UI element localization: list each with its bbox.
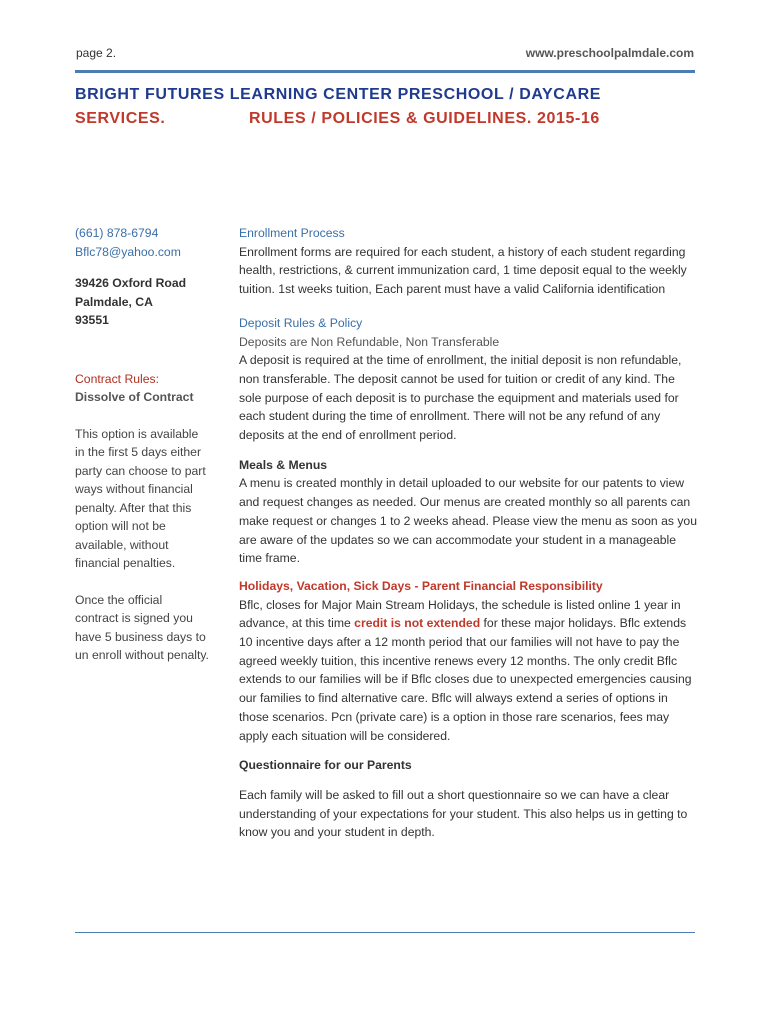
contract-rules-block <box>75 370 227 407</box>
document-title-line2 <box>75 110 600 128</box>
questionnaire-body: Each family will be asked to fill out a short questionnaire so we can have a clear understanding of your expectations for your student. This also helps us in getting to know you and your student in depth. <box>239 787 688 840</box>
holidays-section <box>239 577 699 745</box>
credit-not-extended-highlight: credit is not extended <box>354 616 481 631</box>
email-link[interactable]: Bflc78@yahoo.com <box>75 244 181 259</box>
deposit-subheading: Deposits are Non Refundable, Non Transferable <box>239 334 500 349</box>
holidays-body-text: Bflc, closes for Major Main Stream Holidays, the schedule is listed online 1 year in advance, at this time <box>239 597 681 631</box>
paragraph-line: option will not be <box>75 519 166 533</box>
holidays-heading: Holidays, Vacation, Sick Days - Parent Financial Responsibility <box>239 578 603 593</box>
address-zip: 93551 <box>75 313 109 327</box>
phone-number[interactable]: (661) 878-6794 <box>75 226 159 240</box>
holidays-body <box>239 596 699 746</box>
paragraph-line: ways without financial <box>75 482 193 496</box>
paragraph-line: financial penalties. <box>75 556 176 570</box>
questionnaire-heading: Questionnaire for our Parents <box>239 758 412 773</box>
enrollment-body: Enrollment forms are required for each student, a history of each student regarding health, restrictions, & current immunization card, 1 time deposit equal to the weekly tuition. 1st weeks tuition, Each parent must have a valid California identification <box>239 244 687 297</box>
paragraph-line: un enroll without penalty. <box>75 648 209 662</box>
title-rules-policies: RULES / POLICIES & GUIDELINES. 2015-16 <box>249 110 600 127</box>
contract-option-paragraph <box>75 425 227 573</box>
page-number: page 2. <box>76 46 117 60</box>
paragraph-line: contract is signed you <box>75 611 193 625</box>
address-street: 39426 Oxford Road <box>75 276 187 290</box>
footer-divider <box>75 932 695 933</box>
meals-body: A menu is created monthly in detail uploaded to our website for our patents to view and request changes as needed. Our menus are created monthly so all parents can make request or changes 1 to 2 weeks ahead. Please view the menu as soon as you are aware of the updates so we can accommodate your student in a manageable time frame. <box>239 476 697 566</box>
enrollment-section <box>239 224 699 299</box>
website-link[interactable]: www.preschoolpalmdale.com <box>525 46 694 60</box>
title-services: SERVICES. <box>75 110 166 127</box>
deposit-body: A deposit is required at the time of enrollment, the initial deposit is non refundable, non transferable. The deposit cannot be used for tuition or credit of any kind. The sole purpose of each deposit is to purchase the equipment and materials used for each student during the time of enrollment. There will not be any refund of any deposits at the end of enrollment period. <box>239 353 682 443</box>
address-block <box>75 274 227 330</box>
contract-rules-label: Contract Rules: <box>75 371 159 386</box>
deposit-section <box>239 314 699 445</box>
holidays-body-text: for these major holidays. Bflc extends 10 incentive days after a 12 month period that our families will not have to pay the agreed weekly tuition, this incentive renews every 12 months. The only credit Bflc extends to our families will be if Bflc closes due to unexpected emergencies causing our families to find alternative care. Bflc will always extend a series of options in those scenarios. Pcn (private care) is a option in those rare scenarios, fees may apply each situation will be considered. <box>239 616 692 743</box>
paragraph-line: This option is available <box>75 426 199 441</box>
paragraph-line: in the first 5 days either <box>75 445 201 459</box>
address-city: Palmdale, CA <box>75 294 153 309</box>
paragraph-line: penalty. After that this <box>75 500 192 515</box>
paragraph-line: available, without <box>75 537 169 552</box>
meals-section <box>239 456 699 568</box>
document-title-line1: BRIGHT FUTURES LEARNING CENTER PRESCHOOL / DAYCARE <box>75 86 602 103</box>
contact-sidebar <box>75 224 227 665</box>
paragraph-line: party can choose to part <box>75 463 206 478</box>
meals-heading: Meals & Menus <box>239 457 328 472</box>
header-divider <box>75 70 695 73</box>
policies-content <box>239 224 699 842</box>
questionnaire-section <box>239 756 699 842</box>
unenroll-paragraph <box>75 591 227 665</box>
paragraph-line: Once the official <box>75 592 163 607</box>
enrollment-heading: Enrollment Process <box>239 226 345 240</box>
paragraph-line: have 5 business days to <box>75 629 206 644</box>
deposit-heading: Deposit Rules & Policy <box>239 315 363 330</box>
dissolve-contract-label: Dissolve of Contract <box>75 390 194 404</box>
